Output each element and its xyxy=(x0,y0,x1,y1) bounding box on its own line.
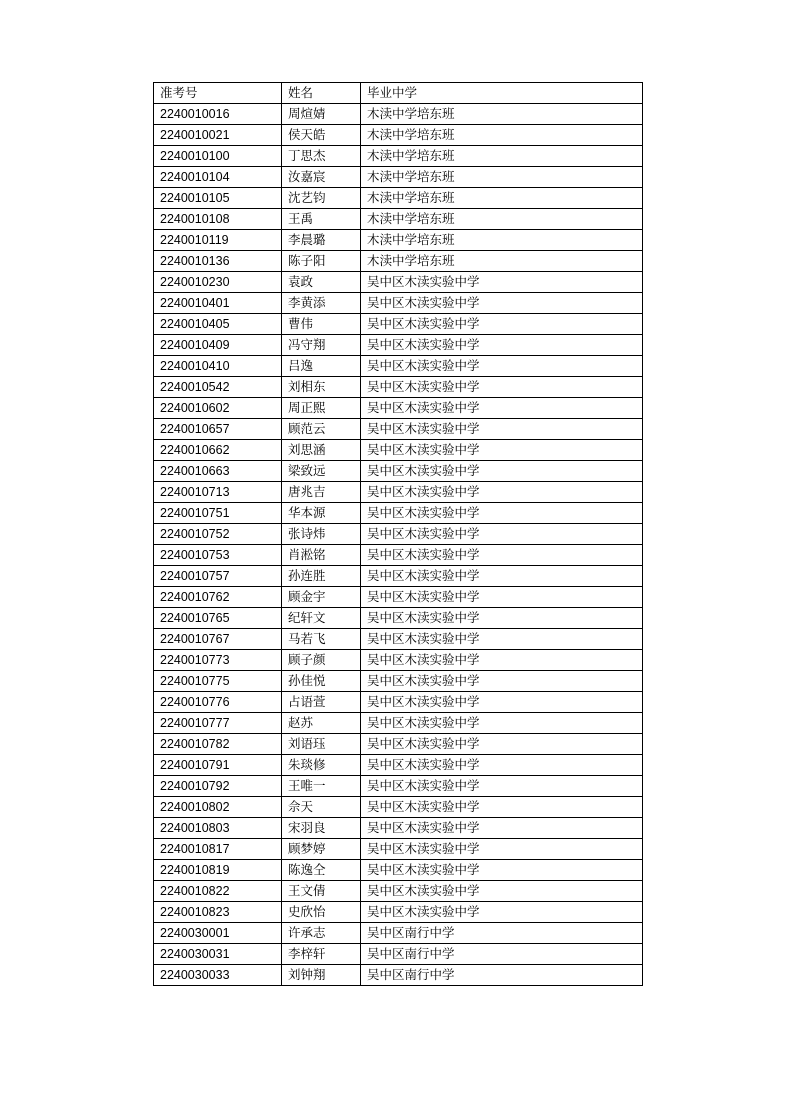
table-row xyxy=(154,188,643,209)
student-name-cell: 肖淞铭 xyxy=(282,545,361,566)
table-header-row xyxy=(154,83,643,104)
student-name-cell: 王文倩 xyxy=(282,881,361,902)
school-cell: 木渎中学培东班 xyxy=(361,167,643,188)
exam-number-cell: 2240010782 xyxy=(154,734,282,755)
exam-number-cell: 2240030001 xyxy=(154,923,282,944)
table-row xyxy=(154,524,643,545)
student-name-cell: 孙佳悦 xyxy=(282,671,361,692)
school-cell: 木渎中学培东班 xyxy=(361,125,643,146)
student-name-cell: 许承志 xyxy=(282,923,361,944)
student-name-cell: 梁致远 xyxy=(282,461,361,482)
student-name-cell: 宋羽良 xyxy=(282,818,361,839)
school-cell: 吴中区木渎实验中学 xyxy=(361,797,643,818)
table-row xyxy=(154,629,643,650)
school-cell: 木渎中学培东班 xyxy=(361,230,643,251)
table-row xyxy=(154,587,643,608)
exam-number-cell: 2240010602 xyxy=(154,398,282,419)
student-name-cell: 朱琰修 xyxy=(282,755,361,776)
school-cell: 吴中区木渎实验中学 xyxy=(361,692,643,713)
school-cell: 吴中区南行中学 xyxy=(361,965,643,986)
student-name-cell: 纪轩文 xyxy=(282,608,361,629)
exam-number-cell: 2240010792 xyxy=(154,776,282,797)
school-cell: 吴中区木渎实验中学 xyxy=(361,440,643,461)
table-row xyxy=(154,125,643,146)
exam-number-cell: 2240010410 xyxy=(154,356,282,377)
table-row xyxy=(154,818,643,839)
table-row xyxy=(154,251,643,272)
exam-number-cell: 2240010119 xyxy=(154,230,282,251)
exam-number-cell: 2240010713 xyxy=(154,482,282,503)
school-cell: 木渎中学培东班 xyxy=(361,251,643,272)
school-cell: 吴中区木渎实验中学 xyxy=(361,461,643,482)
school-cell: 吴中区木渎实验中学 xyxy=(361,524,643,545)
school-cell: 木渎中学培东班 xyxy=(361,188,643,209)
school-cell: 吴中区木渎实验中学 xyxy=(361,545,643,566)
student-name-cell: 刘语珏 xyxy=(282,734,361,755)
school-cell: 吴中区木渎实验中学 xyxy=(361,860,643,881)
school-cell: 吴中区木渎实验中学 xyxy=(361,839,643,860)
school-cell: 吴中区木渎实验中学 xyxy=(361,671,643,692)
exam-number-cell: 2240010823 xyxy=(154,902,282,923)
student-name-cell: 周煊婧 xyxy=(282,104,361,125)
table-row xyxy=(154,797,643,818)
student-name-cell: 顾梦婷 xyxy=(282,839,361,860)
table-row xyxy=(154,923,643,944)
exam-number-cell: 2240010401 xyxy=(154,293,282,314)
school-cell: 吴中区木渎实验中学 xyxy=(361,335,643,356)
table-row xyxy=(154,482,643,503)
school-cell: 吴中区木渎实验中学 xyxy=(361,398,643,419)
student-name-cell: 史欣怡 xyxy=(282,902,361,923)
school-cell: 吴中区木渎实验中学 xyxy=(361,608,643,629)
school-cell: 吴中区木渎实验中学 xyxy=(361,881,643,902)
exam-number-cell: 2240010767 xyxy=(154,629,282,650)
school-cell: 吴中区木渎实验中学 xyxy=(361,734,643,755)
table-row xyxy=(154,335,643,356)
student-name-cell: 周正熙 xyxy=(282,398,361,419)
student-name-cell: 袁政 xyxy=(282,272,361,293)
table-row xyxy=(154,881,643,902)
table-row xyxy=(154,545,643,566)
exam-number-cell: 2240030031 xyxy=(154,944,282,965)
exam-number-cell: 2240010822 xyxy=(154,881,282,902)
admission-list-table xyxy=(153,82,643,986)
student-name-cell: 陈逸仝 xyxy=(282,860,361,881)
school-cell: 吴中区木渎实验中学 xyxy=(361,356,643,377)
exam-number-cell: 2240010777 xyxy=(154,713,282,734)
table-row xyxy=(154,230,643,251)
student-name-cell: 赵苏 xyxy=(282,713,361,734)
student-name-cell: 沈艺钧 xyxy=(282,188,361,209)
exam-number-cell: 2240010751 xyxy=(154,503,282,524)
school-cell: 吴中区木渎实验中学 xyxy=(361,755,643,776)
student-name-cell: 汝嘉宸 xyxy=(282,167,361,188)
table-row xyxy=(154,671,643,692)
table-body xyxy=(154,104,643,986)
table-row xyxy=(154,167,643,188)
table-row xyxy=(154,839,643,860)
table-row xyxy=(154,650,643,671)
school-cell: 吴中区木渎实验中学 xyxy=(361,818,643,839)
table-row xyxy=(154,146,643,167)
school-cell: 吴中区木渎实验中学 xyxy=(361,902,643,923)
table-row xyxy=(154,734,643,755)
column-header-name: 姓名 xyxy=(282,83,361,104)
school-cell: 吴中区木渎实验中学 xyxy=(361,629,643,650)
exam-number-cell: 2240010773 xyxy=(154,650,282,671)
student-name-cell: 华本源 xyxy=(282,503,361,524)
student-name-cell: 刘钟翔 xyxy=(282,965,361,986)
column-header-exam-number: 准考号 xyxy=(154,83,282,104)
table-row xyxy=(154,566,643,587)
table-row xyxy=(154,692,643,713)
exam-number-cell: 2240010765 xyxy=(154,608,282,629)
student-name-cell: 王禹 xyxy=(282,209,361,230)
column-header-school: 毕业中学 xyxy=(361,83,643,104)
exam-number-cell: 2240010405 xyxy=(154,314,282,335)
student-name-cell: 李黄添 xyxy=(282,293,361,314)
exam-number-cell: 2240010803 xyxy=(154,818,282,839)
table-row xyxy=(154,356,643,377)
table-row xyxy=(154,419,643,440)
school-cell: 吴中区南行中学 xyxy=(361,923,643,944)
exam-number-cell: 2240030033 xyxy=(154,965,282,986)
exam-number-cell: 2240010757 xyxy=(154,566,282,587)
exam-number-cell: 2240010663 xyxy=(154,461,282,482)
table-row xyxy=(154,209,643,230)
school-cell: 吴中区木渎实验中学 xyxy=(361,587,643,608)
student-name-cell: 马若飞 xyxy=(282,629,361,650)
student-name-cell: 冯守翔 xyxy=(282,335,361,356)
exam-number-cell: 2240010819 xyxy=(154,860,282,881)
student-name-cell: 顾范云 xyxy=(282,419,361,440)
table-row xyxy=(154,377,643,398)
exam-number-cell: 2240010021 xyxy=(154,125,282,146)
school-cell: 吴中区木渎实验中学 xyxy=(361,482,643,503)
table-row xyxy=(154,713,643,734)
student-name-cell: 占语萱 xyxy=(282,692,361,713)
student-name-cell: 侯天皓 xyxy=(282,125,361,146)
student-name-cell: 李梓轩 xyxy=(282,944,361,965)
exam-number-cell: 2240010753 xyxy=(154,545,282,566)
exam-number-cell: 2240010817 xyxy=(154,839,282,860)
exam-number-cell: 2240010775 xyxy=(154,671,282,692)
exam-number-cell: 2240010230 xyxy=(154,272,282,293)
school-cell: 吴中区木渎实验中学 xyxy=(361,377,643,398)
table-row xyxy=(154,860,643,881)
school-cell: 吴中区木渎实验中学 xyxy=(361,776,643,797)
table-row xyxy=(154,272,643,293)
exam-number-cell: 2240010108 xyxy=(154,209,282,230)
student-name-cell: 王唯一 xyxy=(282,776,361,797)
student-name-cell: 顾金宇 xyxy=(282,587,361,608)
school-cell: 木渎中学培东班 xyxy=(361,209,643,230)
table-row xyxy=(154,755,643,776)
student-name-cell: 刘相东 xyxy=(282,377,361,398)
school-cell: 木渎中学培东班 xyxy=(361,104,643,125)
student-name-cell: 顾子颜 xyxy=(282,650,361,671)
table-row xyxy=(154,398,643,419)
student-name-cell: 张诗炜 xyxy=(282,524,361,545)
student-name-cell: 李晨璐 xyxy=(282,230,361,251)
exam-number-cell: 2240010752 xyxy=(154,524,282,545)
table-row xyxy=(154,503,643,524)
student-name-cell: 孙连胜 xyxy=(282,566,361,587)
table-header xyxy=(154,83,643,104)
student-name-cell: 丁思杰 xyxy=(282,146,361,167)
exam-number-cell: 2240010104 xyxy=(154,167,282,188)
school-cell: 吴中区木渎实验中学 xyxy=(361,713,643,734)
table-row xyxy=(154,965,643,986)
table-row xyxy=(154,440,643,461)
exam-number-cell: 2240010802 xyxy=(154,797,282,818)
exam-number-cell: 2240010657 xyxy=(154,419,282,440)
school-cell: 吴中区木渎实验中学 xyxy=(361,566,643,587)
table-row xyxy=(154,608,643,629)
school-cell: 吴中区木渎实验中学 xyxy=(361,503,643,524)
exam-number-cell: 2240010791 xyxy=(154,755,282,776)
exam-number-cell: 2240010016 xyxy=(154,104,282,125)
school-cell: 吴中区木渎实验中学 xyxy=(361,419,643,440)
student-name-cell: 唐兆吉 xyxy=(282,482,361,503)
table-row xyxy=(154,104,643,125)
school-cell: 吴中区南行中学 xyxy=(361,944,643,965)
exam-number-cell: 2240010136 xyxy=(154,251,282,272)
school-cell: 吴中区木渎实验中学 xyxy=(361,272,643,293)
table-row xyxy=(154,776,643,797)
exam-number-cell: 2240010542 xyxy=(154,377,282,398)
student-name-cell: 吕逸 xyxy=(282,356,361,377)
school-cell: 吴中区木渎实验中学 xyxy=(361,314,643,335)
table-row xyxy=(154,461,643,482)
student-name-cell: 陈子阳 xyxy=(282,251,361,272)
exam-number-cell: 2240010105 xyxy=(154,188,282,209)
exam-number-cell: 2240010662 xyxy=(154,440,282,461)
exam-number-cell: 2240010409 xyxy=(154,335,282,356)
student-name-cell: 曹伟 xyxy=(282,314,361,335)
table-row xyxy=(154,314,643,335)
exam-number-cell: 2240010776 xyxy=(154,692,282,713)
school-cell: 吴中区木渎实验中学 xyxy=(361,293,643,314)
table-row xyxy=(154,944,643,965)
student-name-cell: 刘思涵 xyxy=(282,440,361,461)
student-name-cell: 佘天 xyxy=(282,797,361,818)
table-row xyxy=(154,293,643,314)
table-row xyxy=(154,902,643,923)
exam-number-cell: 2240010100 xyxy=(154,146,282,167)
exam-number-cell: 2240010762 xyxy=(154,587,282,608)
school-cell: 吴中区木渎实验中学 xyxy=(361,650,643,671)
school-cell: 木渎中学培东班 xyxy=(361,146,643,167)
